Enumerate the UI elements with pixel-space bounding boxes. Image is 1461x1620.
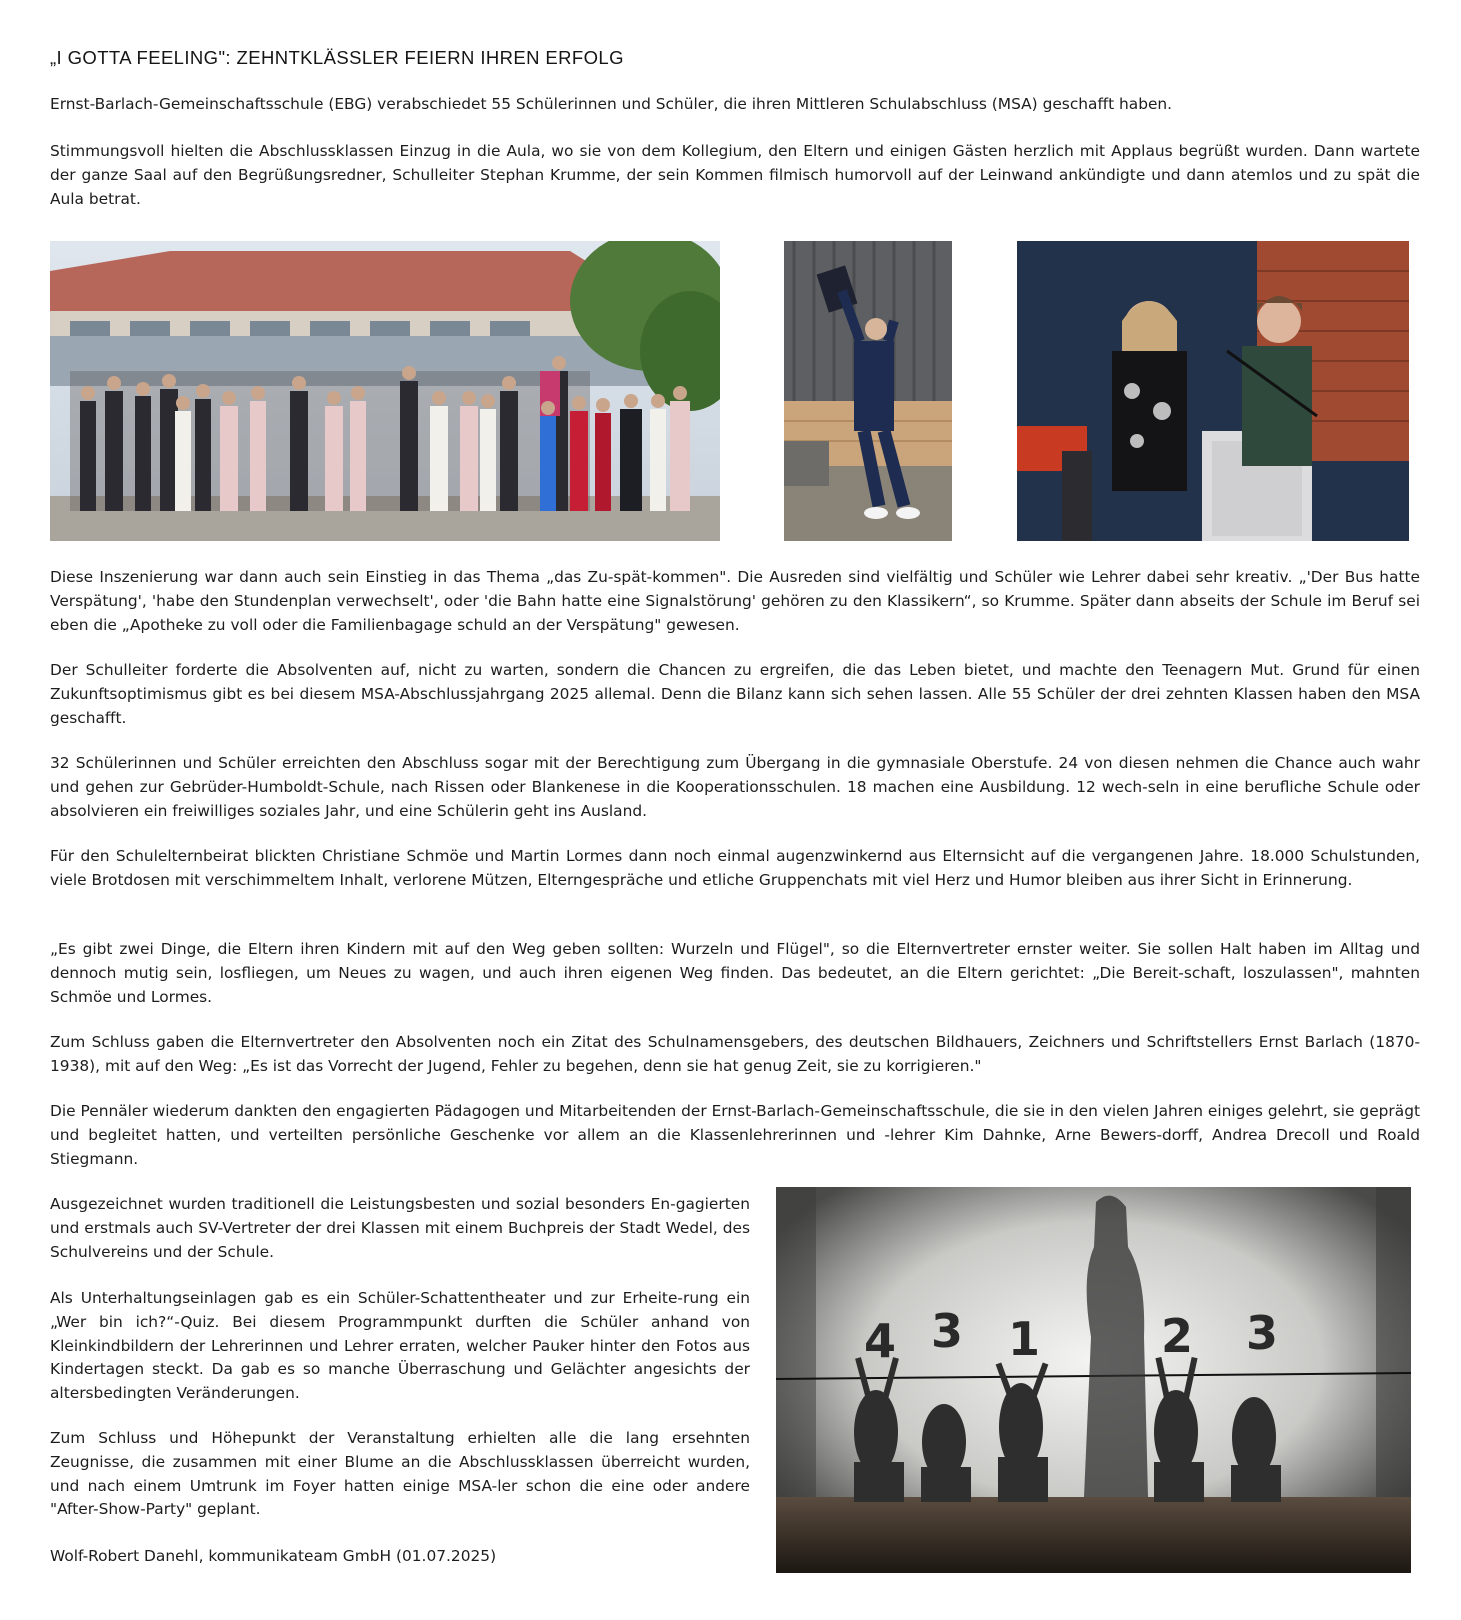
paragraph-arrival: Stimmungsvoll hielten die Abschlussklassen Einzug in die Aula, wo sie von dem Kollegium, den Eltern und einigen Gästen herzlich mit Applaus begrüßt wurden. Dann wartete der ganze Saal auf den Begrüßungsredner, Schulleiter Stephan Krumme, der sein Kommen filmisch humorvoll auf der Leinwand ankündigte und dann atemlos und zu spät die Aula betrat. (50, 142, 1420, 208)
shadow-number-2: 3 (931, 1304, 964, 1358)
shadow-number-5: 3 (1246, 1306, 1279, 1360)
paragraph-roots-and-wings: „Es gibt zwei Dinge, die Eltern ihren Kindern mit auf den Weg geben sollten: Wurzeln und Flügel", so die Elternvertreter ernster weiter. Sie sollen Halt haben im Alltag und dennoch mutig sein, losfliegen, um Neues zu wagen, und auch ihren eigenen Weg finden. Das bedeutet, an die Eltern gerichtet: „Die Bereit-schaft, loszulassen", mahnten Schmöe und Lormes. (50, 940, 1420, 1006)
photo-graduates-group (50, 241, 720, 541)
shadow-number-1: 4 (864, 1314, 897, 1368)
paragraph-certificates: Zum Schluss und Höhepunkt der Veranstaltung erhielten alle die lang ersehnten Zeugnisse, die zusammen mit einer Blume an die Abschlussklassen überreicht wurden, und nach einem Umtrunk im Foyer hatten einige MSA-ler schon die eine oder andere "After-Show-Party" geplant. (50, 1429, 750, 1519)
paragraph-thanks: Die Pennäler wiederum dankten den engagierten Pädagogen und Mitarbeitenden der Ernst-Barlach-Gemeinschaftsschule, die sie in den vielen Jahren einiges gelehrt, sie geprägt und begleitet hatten, und verteilten persönliche Geschenke vor allem an die Klassenlehrerinnen und -lehrer Kim Dahnke, Arne Bewers-dorff, Andrea Drecoll und Roald Stiegmann. (50, 1102, 1420, 1168)
article (50, 0, 1420, 1620)
author-credit: Wolf-Robert Danehl, kommunikateam GmbH (01.07.2025) (50, 1547, 497, 1565)
paragraph-excuses: Diese Inszenierung war dann auch sein Einstieg in das Thema „das Zu-spät-kommen". Die Ausreden sind vielfältig und Schüler wie Lehrer dabei sehr kreativ. „'Der Bus hatte Verspätung', 'habe den Stundenplan verwechselt', oder 'die Bahn hatte eine Signalstörung' gehören zu den Klassikern“, so Krumme. Später dann abseits der Schule im Beruf sei eben die „Apotheke zu voll oder die Familienbagage schuld an der Verspätung" gewesen. (50, 568, 1420, 634)
paragraph-optimism: Der Schulleiter forderte die Absolventen auf, nicht zu warten, sondern die Chancen zu ergreifen, die das Leben bietet, und machte den Teenagern Mut. Grund für einen Zukunftsoptimismus gibt es bei diesem MSA-Abschlussjahrgang 2025 allemal. Denn die Bilanz kann sich sehen lassen. Alle 55 Schüler der drei zehnten Klassen haben den MSA geschafft. (50, 661, 1420, 727)
article-lead: Ernst-Barlach-Gemeinschaftsschule (EBG) verabschiedet 55 Schülerinnen und Schüler, die ihren Mittleren Schulabschluss (MSA) geschafft haben. (50, 95, 1173, 113)
photo-parent-representatives (1017, 241, 1409, 541)
shadow-number-4: 2 (1161, 1309, 1194, 1363)
paragraph-entertainment: Als Unterhaltungseinlagen gab es ein Schüler-Schattentheater und zur Erheite-rung ein „Wer bin ich?“-Quiz. Bei diesem Programmpunkt durften die Schüler anhand von Kleinkindbildern der Lehrerinnen und Lehrer erraten, welcher Pauker hinter den Fotos aus Kindertagen steckt. Da gab es so manche Überraschung und Gelächter angesichts der altersbedingten Veränderungen. (50, 1289, 750, 1403)
shadow-number-3: 1 (1008, 1312, 1041, 1366)
article-title: „I GOTTA FEELING": ZEHNTKLÄSSLER FEIERN IHREN ERFOLG (50, 47, 624, 68)
photo-shadow-theatre (776, 1187, 1411, 1573)
photo-principal-on-stage (784, 241, 952, 541)
paragraph-barlach-quote: Zum Schluss gaben die Elternvertreter den Absolventen noch ein Zitat des Schulnamensgebers, des deutschen Bildhauers, Zeichners und Schriftstellers Ernst Barlach (1870-1938), mit auf den Weg: „Es ist das Vorrecht der Jugend, Fehler zu begehen, denn sie hat genug Zeit, sie zu korrigieren." (50, 1033, 1420, 1075)
paragraph-parents-review: Für den Schulelternbeirat blickten Christiane Schmöe und Martin Lormes dann noch einmal augenzwinkernd aus Elternsicht auf die vergangenen Jahre. 18.000 Schulstunden, viele Brotdosen mit verschimmeltem Inhalt, verlorene Mützen, Elterngespräche und etliche Gruppenchats mit viel Herz und Humor bleiben aus ihrer Sicht in Erinnerung. (50, 847, 1420, 889)
paragraph-results: 32 Schülerinnen und Schüler erreichten den Abschluss sogar mit der Berechtigung zum Übergang in die gymnasiale Oberstufe. 24 von diesen nehmen die Chance auch wahr und gehen zur Gebrüder-Humboldt-Schule, nach Rissen oder Blankenese in die Kooperationsschulen. 18 machen eine Ausbildung. 12 wech-seln in eine berufliche Schule oder absolvieren ein freiwilliges soziales Jahr, und eine Schülerin geht ins Ausland. (50, 754, 1420, 820)
paragraph-awards: Ausgezeichnet wurden traditionell die Leistungsbesten und sozial besonders En-gagierten und erstmals auch SV-Vertreter der drei Klassen mit einem Buchpreis der Stadt Wedel, des Schulvereins und der Schule. (50, 1195, 750, 1261)
